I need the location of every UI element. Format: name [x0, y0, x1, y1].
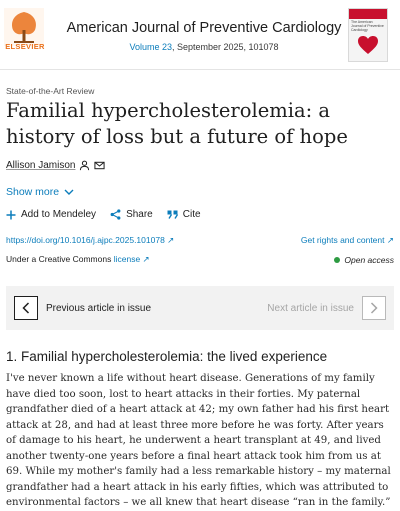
article-actions [6, 209, 201, 220]
chevron-down-icon [64, 189, 74, 196]
next-arrow-box [362, 296, 386, 320]
rights-text: Get rights and content [300, 235, 385, 245]
open-access-dot-icon [334, 257, 340, 263]
next-article-button[interactable] [267, 296, 386, 320]
mendeley-label: Add to Mendeley [21, 209, 97, 220]
person-icon[interactable] [79, 160, 90, 171]
article-title: Familial hypercholesterolemia: a history of loss but a future of hope [6, 99, 348, 148]
journal-header [0, 0, 400, 70]
cover-band [349, 9, 387, 19]
cite-label: Cite [182, 209, 201, 220]
chevron-left-icon [22, 302, 30, 314]
license-row [6, 254, 394, 265]
next-article-label: Next article in issue [267, 302, 354, 314]
show-more-button[interactable] [6, 186, 74, 198]
heart-icon [357, 35, 379, 55]
open-access-badge [334, 254, 394, 265]
share-icon [110, 209, 121, 220]
elsevier-tree-icon [4, 8, 44, 46]
add-to-mendeley-button[interactable] [6, 209, 96, 220]
previous-article-button[interactable] [14, 296, 151, 320]
license-link[interactable]: license ↗ [113, 254, 150, 264]
cover-text: The American Journal of Preventive Cardiology [351, 20, 384, 32]
section-heading: 1. Familial hypercholesterolemia: the lived experience [6, 349, 328, 364]
show-more-label: Show more [6, 186, 60, 198]
author-row [6, 160, 105, 171]
issue-date: , September 2025, 101078 [171, 42, 279, 52]
plus-icon [6, 210, 16, 220]
rights-link[interactable] [301, 235, 394, 246]
doi-text: https://doi.org/10.1016/j.ajpc.2025.101078 [6, 235, 165, 245]
doi-row [6, 235, 394, 246]
cite-button[interactable] [167, 209, 201, 220]
doi-link[interactable] [6, 235, 174, 246]
journal-cover-thumbnail[interactable] [348, 8, 388, 62]
envelope-icon[interactable] [94, 160, 105, 171]
journal-title[interactable]: American Journal of Preventive Cardiology [66, 20, 342, 36]
article-navigation [6, 286, 394, 330]
previous-arrow-box [14, 296, 38, 320]
open-access-label: Open access [344, 254, 394, 265]
share-button[interactable] [110, 209, 153, 220]
section-body-text: I've never known a life without heart disease. Generations of my family have died too soon, lost to heart attacks in their forties. My paternal grandfather died of a heart attack at 42; my own father had his first heart attack at 28, and had at least three more before he was forty. After years of damage to his heart, he underwent a heart transplant at 49, and lived another twenty-one years before a final heart attack took him from us at 69. While my mother's family had a less remarkable history – my maternal grandfather had a heart attack in his early fifties, which was attributed to environmental factors – we all knew that heart disease “ran in the family.” [6, 373, 391, 508]
license-link-text: license [113, 254, 141, 264]
publisher-name: ELSEVIER [5, 42, 45, 51]
external-link-icon: ↗ [167, 235, 175, 245]
volume-link[interactable]: Volume 23 [129, 42, 172, 52]
article-type: State-of-the-Art Review [6, 86, 95, 96]
share-label: Share [126, 209, 153, 220]
license-prefix: Under a Creative Commons [6, 254, 114, 264]
external-link-icon: ↗ [386, 235, 394, 245]
license-info [6, 254, 150, 265]
previous-article-label: Previous article in issue [46, 302, 152, 314]
quote-icon [167, 210, 178, 219]
journal-issue-info [64, 42, 344, 52]
author-link[interactable]: Allison Jamison [6, 160, 76, 171]
chevron-right-icon [370, 302, 378, 314]
